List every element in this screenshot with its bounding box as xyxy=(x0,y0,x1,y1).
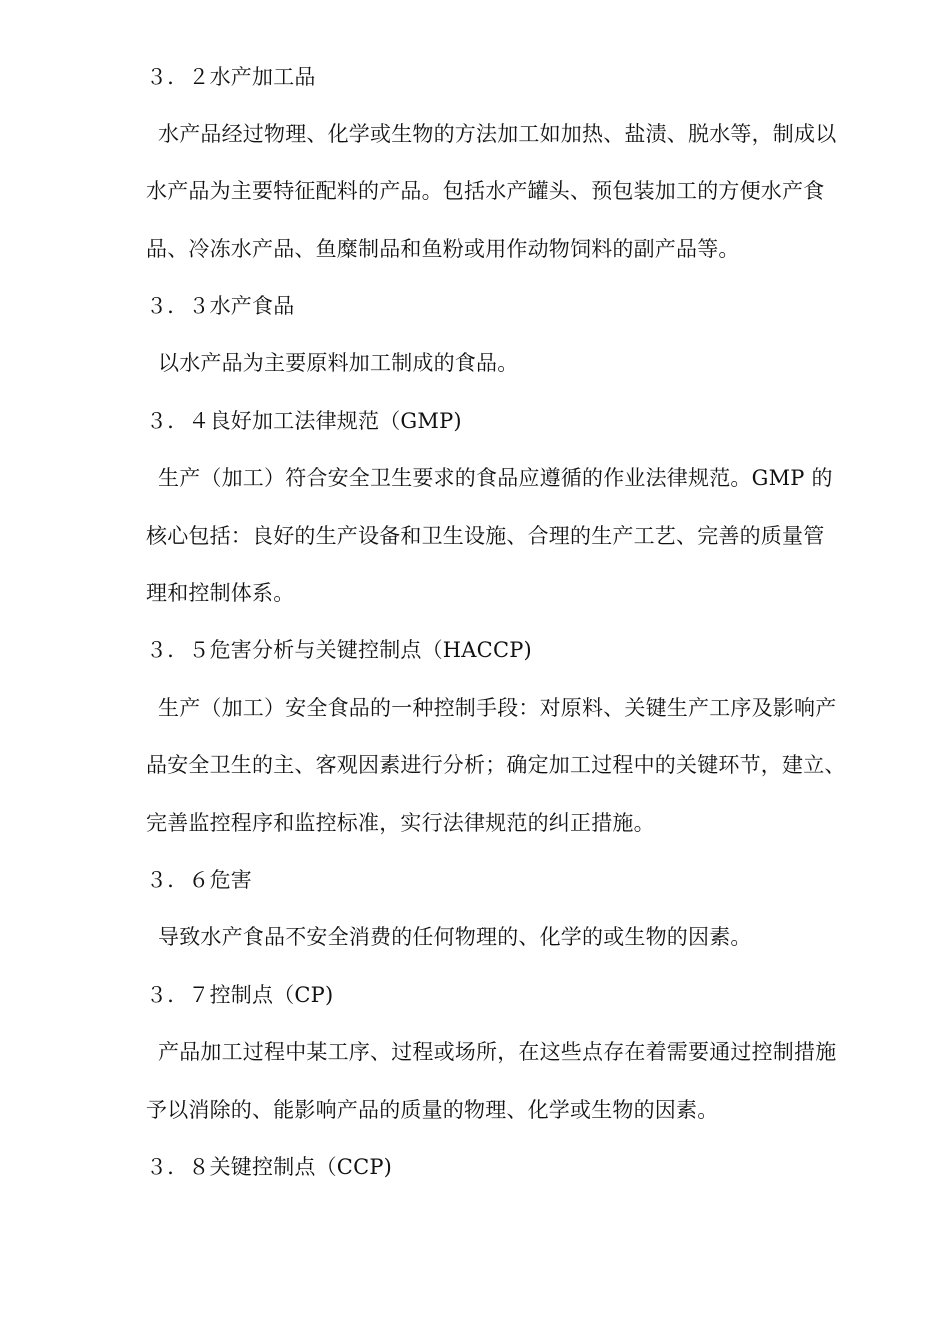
section-heading-3-4: ３．４良好加工法律规范（GMP) xyxy=(146,409,462,433)
paragraph-line: 导致水产食品不安全消费的任何物理的、化学的或生物的因素。 xyxy=(158,925,752,949)
paragraph-line: 品、冷冻水产品、鱼糜制品和鱼粉或用作动物饲料的副产品等。 xyxy=(146,237,740,261)
paragraph-line: 生产（加工）安全食品的一种控制手段：对原料、关键生产工序及影响产 xyxy=(158,696,837,720)
paragraph-line: 生产（加工）符合安全卫生要求的食品应遵循的作业法律规范。GMP 的 xyxy=(158,466,833,490)
section-heading-3-3: ３．３水产食品 xyxy=(146,294,295,318)
paragraph-line: 理和控制体系。 xyxy=(146,581,295,605)
paragraph-line: 以水产品为主要原料加工制成的食品。 xyxy=(158,351,519,375)
paragraph-line: 予以消除的、能影响产品的质量的物理、化学或生物的因素。 xyxy=(146,1098,719,1122)
paragraph-line: 水产品经过物理、化学或生物的方法加工如加热、盐渍、脱水等，制成以 xyxy=(158,122,837,146)
paragraph-line: 核心包括：良好的生产设备和卫生设施、合理的生产工艺、完善的质量管 xyxy=(146,524,825,548)
paragraph-line: 产品加工过程中某工序、过程或场所，在这些点存在着需要通过控制措施 xyxy=(158,1040,837,1064)
paragraph-line: 水产品为主要特征配料的产品。包括水产罐头、预包装加工的方便水产食 xyxy=(146,179,825,203)
section-heading-3-2: ３．２水产加工品 xyxy=(146,65,316,89)
section-heading-3-5: ３．５危害分析与关键控制点（HACCP) xyxy=(146,638,532,662)
paragraph-line: 完善监控程序和监控标准，实行法律规范的纠正措施。 xyxy=(146,811,655,835)
section-heading-3-7: ３．７控制点（CP) xyxy=(146,983,334,1007)
section-heading-3-8: ３．８关键控制点（CCP) xyxy=(146,1155,393,1179)
section-heading-3-6: ３．６危害 xyxy=(146,868,252,892)
paragraph-line: 品安全卫生的主、客观因素进行分析；确定加工过程中的关键环节，建立、 xyxy=(146,753,846,777)
